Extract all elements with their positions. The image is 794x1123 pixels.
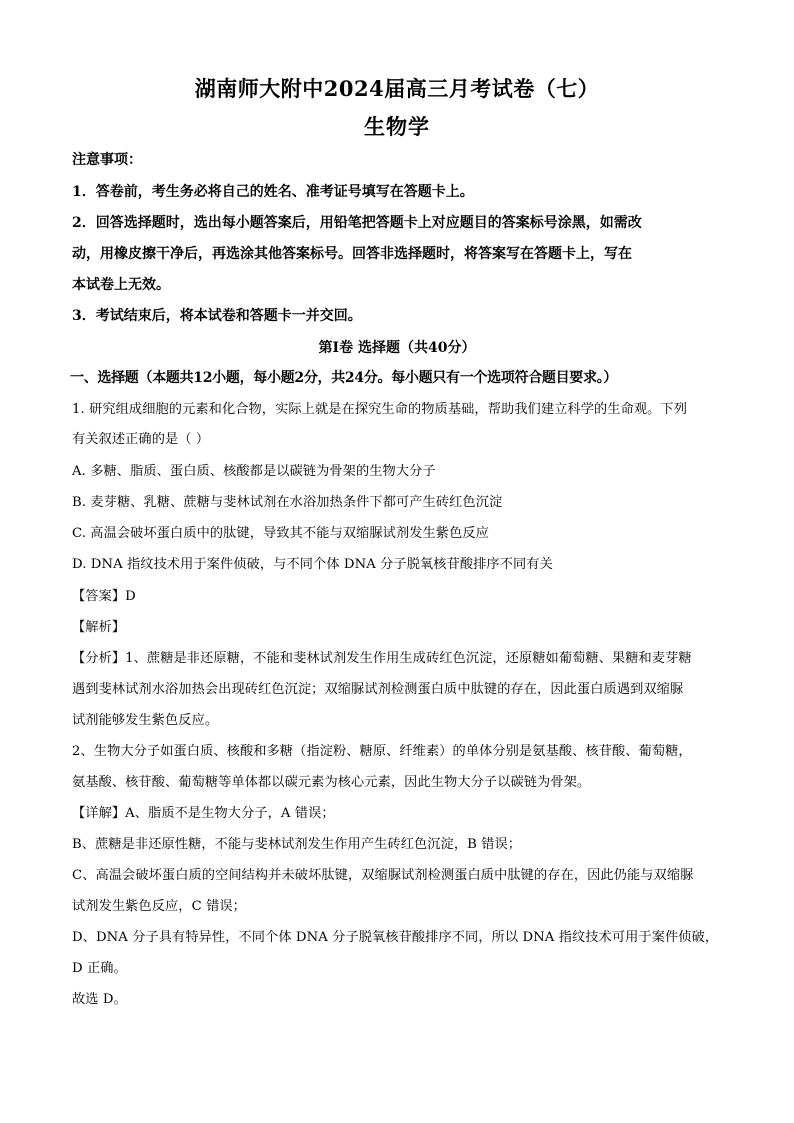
notice-item: 本试卷上无效。: [72, 277, 170, 293]
notice-item: 2．回答选择题时，选出每小题答案后，用铅笔把答题卡上对应题目的答案标号涂黑，如需改: [72, 215, 642, 231]
detail-line: 【详解】A、脂质不是生物大分子，A 错误；: [72, 806, 335, 821]
notice-item: 动，用橡皮擦干净后，再选涂其他答案标号。回答非选择题时，将答案写在答题卡上，写在: [72, 246, 632, 262]
notice-item: 3．考试结束后，将本试卷和答题卡一并交回。: [72, 308, 362, 324]
option-a: A. 多糖、脂质、蛋白质、核酸都是以碳链为骨架的生物大分子: [72, 464, 436, 479]
notice-item: 1．答卷前，考生务必将自己的姓名、准考证号填写在答题卡上。: [72, 184, 474, 200]
detail-line: C、高温会破坏蛋白质的空间结构并未破坏肽键，双缩脲试剂检测蛋白质中肽键的存在，因此仍能与双缩脲: [72, 868, 694, 883]
detail-line: D、DNA 分子具有特异性，不同个体 DNA 分子脱氧核苷酸排序不同，所以 DNA 指纹技术可用于案件侦破，: [72, 930, 719, 945]
detail-line: 试剂发生紫色反应，C 错误；: [72, 899, 246, 914]
question-stem: 1. 研究组成细胞的元素和化合物，实际上就是在探究生命的物质基础，帮助我们建立科学的生命观。下列: [72, 402, 688, 417]
section-heading: 一、选择题（本题共12小题，每小题2分，共24分。每小题只有一个选项符合题目要求。）: [70, 370, 618, 386]
option-d: D. DNA 指纹技术用于案件侦破，与不同个体 DNA 分子脱氧核苷酸排序不同有关: [72, 557, 553, 572]
part-title: 第Ⅰ卷 选择题（共40分）: [318, 340, 476, 356]
notice-heading: 注意事项：: [72, 152, 142, 168]
option-b: B. 麦芽糖、乳糖、蔗糖与斐林试剂在水浴加热条件下都可产生砖红色沉淀: [72, 495, 503, 510]
subject-title: 生物学: [364, 114, 430, 139]
detail-line: B、蔗糖是非还原性糖，不能与斐林试剂发生作用产生砖红色沉淀，B 错误；: [72, 837, 522, 852]
analysis-line: 试剂能够发生紫色反应。: [72, 713, 219, 728]
exam-title: 湖南师大附中2024届高三月考试卷（七）: [194, 76, 600, 101]
analysis-line: 2、生物大分子如蛋白质、核酸和多糖（指淀粉、糖原、纤维素）的单体分别是氨基酸、核苷酸、葡萄糖，: [72, 744, 692, 759]
option-c: C. 高温会破坏蛋白质中的肽键，导致其不能与双缩脲试剂发生紫色反应: [72, 526, 489, 541]
analysis-line: 氨基酸、核苷酸、葡萄糖等单体都以碳元素为核心元素，因此生物大分子以碳链为骨架。: [72, 775, 591, 790]
analysis-label: 【解析】: [72, 620, 126, 635]
detail-line: D 正确。: [72, 961, 127, 976]
question-stem: 有关叙述正确的是（ ）: [72, 432, 210, 447]
analysis-line: 【分析】1、蔗糖是非还原糖，不能和斐林试剂发生作用生成砖红色沉淀，还原糖如葡萄糖、果糖和麦芽糖: [72, 651, 692, 666]
analysis-line: 遇到斐林试剂水浴加热会出现砖红色沉淀；双缩脲试剂检测蛋白质中肽键的存在，因此蛋白质遇到双缩脲: [72, 682, 684, 697]
conclusion-line: 故选 D。: [72, 992, 127, 1007]
answer-line: 【答案】D: [72, 589, 136, 604]
